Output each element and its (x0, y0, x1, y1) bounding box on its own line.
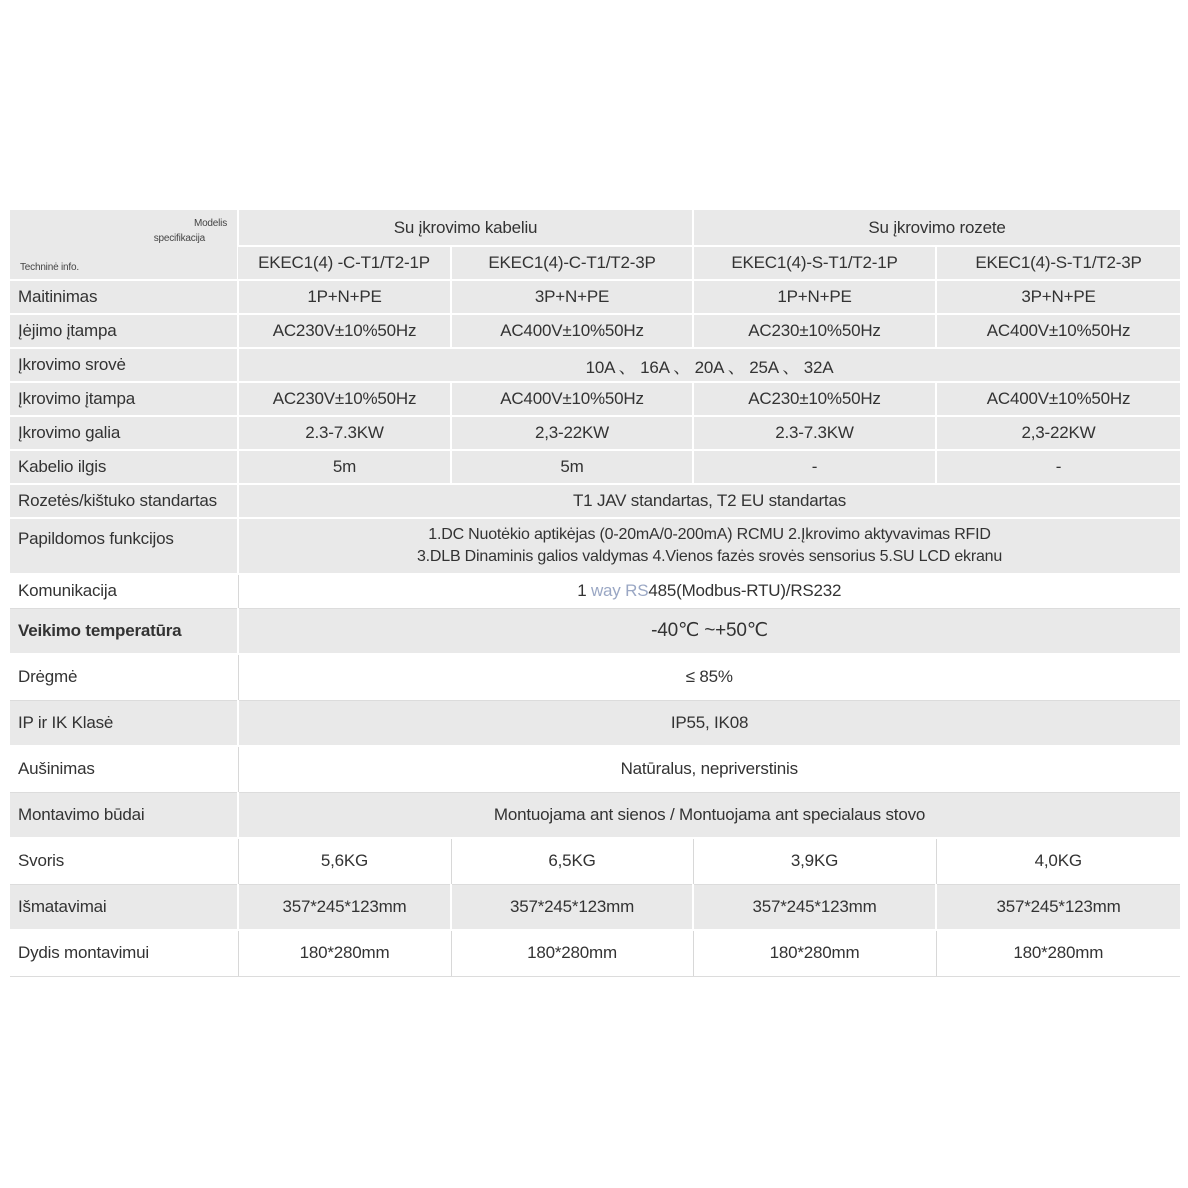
cell: 6,5KG (451, 838, 693, 884)
comm-text-b: 485(Modbus-RTU)/RS232 (648, 581, 842, 601)
cell: 10A 、 16A 、 20A 、 25A 、 32A (238, 348, 1180, 382)
row-dregme (10, 654, 1180, 700)
cell: 3,9KG (693, 838, 936, 884)
row-ismatavimai (10, 884, 1180, 930)
cell: 2,3-22KW (936, 416, 1180, 450)
cell: AC230V±10%50Hz (238, 382, 451, 416)
row-label: Komunikacija (10, 574, 238, 608)
cell: AC230V±10%50Hz (238, 314, 451, 348)
row-temperatura (10, 608, 1180, 654)
cell: 2.3-7.3KW (238, 416, 451, 450)
row-label: Montavimo būdai (10, 792, 238, 838)
header-corner (10, 210, 238, 280)
row-label: Papildomos funkcijos (10, 518, 238, 574)
cell-features (238, 518, 1180, 574)
cell: 1P+N+PE (238, 280, 451, 314)
cell: 5m (238, 450, 451, 484)
cell: 1P+N+PE (693, 280, 936, 314)
group-socket-header: Su įkrovimo rozete (693, 210, 1180, 246)
spec-table-container (10, 210, 1180, 977)
row-ip (10, 700, 1180, 746)
cell: 180*280mm (936, 930, 1180, 976)
row-ausinimas (10, 746, 1180, 792)
model-header: EKEC1(4)-C-T1/T2-3P (451, 246, 693, 280)
row-komunikacija (10, 574, 1180, 608)
row-maitinimas (10, 280, 1180, 314)
spec-table (10, 210, 1180, 977)
row-label: IP ir IK Klasė (10, 700, 238, 746)
row-svoris (10, 838, 1180, 884)
cell: 5m (451, 450, 693, 484)
cell: 4,0KG (936, 838, 1180, 884)
cell: 357*245*123mm (238, 884, 451, 930)
cell: 5,6KG (238, 838, 451, 884)
cell (238, 574, 1180, 608)
cell: 357*245*123mm (451, 884, 693, 930)
cell: T1 JAV standartas, T2 EU standartas (238, 484, 1180, 518)
cell: 3P+N+PE (936, 280, 1180, 314)
model-header: EKEC1(4)-S-T1/T2-1P (693, 246, 936, 280)
corner-spec-label: specifikacija (153, 233, 205, 244)
row-iejimo-itampa (10, 314, 1180, 348)
cell: 3P+N+PE (451, 280, 693, 314)
header-row-groups (10, 210, 1180, 246)
cell: AC400V±10%50Hz (451, 382, 693, 416)
row-label: Aušinimas (10, 746, 238, 792)
row-kabelio-ilgis (10, 450, 1180, 484)
comm-text-a: 1 (577, 581, 591, 601)
row-label: Maitinimas (10, 280, 238, 314)
row-label: Įkrovimo įtampa (10, 382, 238, 416)
cell: 357*245*123mm (693, 884, 936, 930)
cell: AC230±10%50Hz (693, 314, 936, 348)
cell: Natūralus, nepriverstinis (238, 746, 1180, 792)
row-label: Rozetės/kištuko standartas (10, 484, 238, 518)
cell: 180*280mm (238, 930, 451, 976)
row-label: Įkrovimo srovė (10, 348, 238, 382)
group-cable-header: Su įkrovimo kabeliu (238, 210, 693, 246)
row-label: Kabelio ilgis (10, 450, 238, 484)
cell: AC400V±10%50Hz (451, 314, 693, 348)
row-label: Veikimo temperatūra (10, 608, 238, 654)
cell: 357*245*123mm (936, 884, 1180, 930)
cell: 180*280mm (451, 930, 693, 976)
features-line-2: 3.DLB Dinaminis galios valdymas 4.Vienos fazės srovės sensorius 5.SU LCD ekranu (416, 548, 1003, 565)
cell: IP55, IK08 (238, 700, 1180, 746)
cell: 2,3-22KW (451, 416, 693, 450)
row-label: Dydis montavimui (10, 930, 238, 976)
row-label: Drėgmė (10, 654, 238, 700)
row-label: Įkrovimo galia (10, 416, 238, 450)
cell: AC230±10%50Hz (693, 382, 936, 416)
row-ikrovimo-srove (10, 348, 1180, 382)
cell: AC400V±10%50Hz (936, 314, 1180, 348)
model-header: EKEC1(4) -C-T1/T2-1P (238, 246, 451, 280)
row-ikrovimo-galia (10, 416, 1180, 450)
row-standartas (10, 484, 1180, 518)
model-header: EKEC1(4)-S-T1/T2-3P (936, 246, 1180, 280)
cell: -40℃ ~+50℃ (238, 608, 1180, 654)
row-label: Įėjimo įtampa (10, 314, 238, 348)
row-ikrovimo-itampa (10, 382, 1180, 416)
cell: - (693, 450, 936, 484)
cell: - (936, 450, 1180, 484)
comm-text-watermark: way RS (590, 581, 649, 601)
row-papildomos (10, 518, 1180, 574)
cell: Montuojama ant sienos / Montuojama ant specialaus stovo (238, 792, 1180, 838)
row-label: Išmatavimai (10, 884, 238, 930)
cell: 180*280mm (693, 930, 936, 976)
cell: AC400V±10%50Hz (936, 382, 1180, 416)
row-montavimo (10, 792, 1180, 838)
corner-tech-label: Techninė info. (20, 262, 79, 273)
cell: 2.3-7.3KW (693, 416, 936, 450)
features-line-1: 1.DC Nuotėkio aptikėjas (0-20mA/0-200mA) RCMU 2.Įkrovimo aktyvavimas RFID (428, 526, 991, 543)
cell: ≤ 85% (238, 654, 1180, 700)
row-dydis (10, 930, 1180, 976)
row-label: Svoris (10, 838, 238, 884)
corner-model-label: Modelis (193, 218, 227, 229)
